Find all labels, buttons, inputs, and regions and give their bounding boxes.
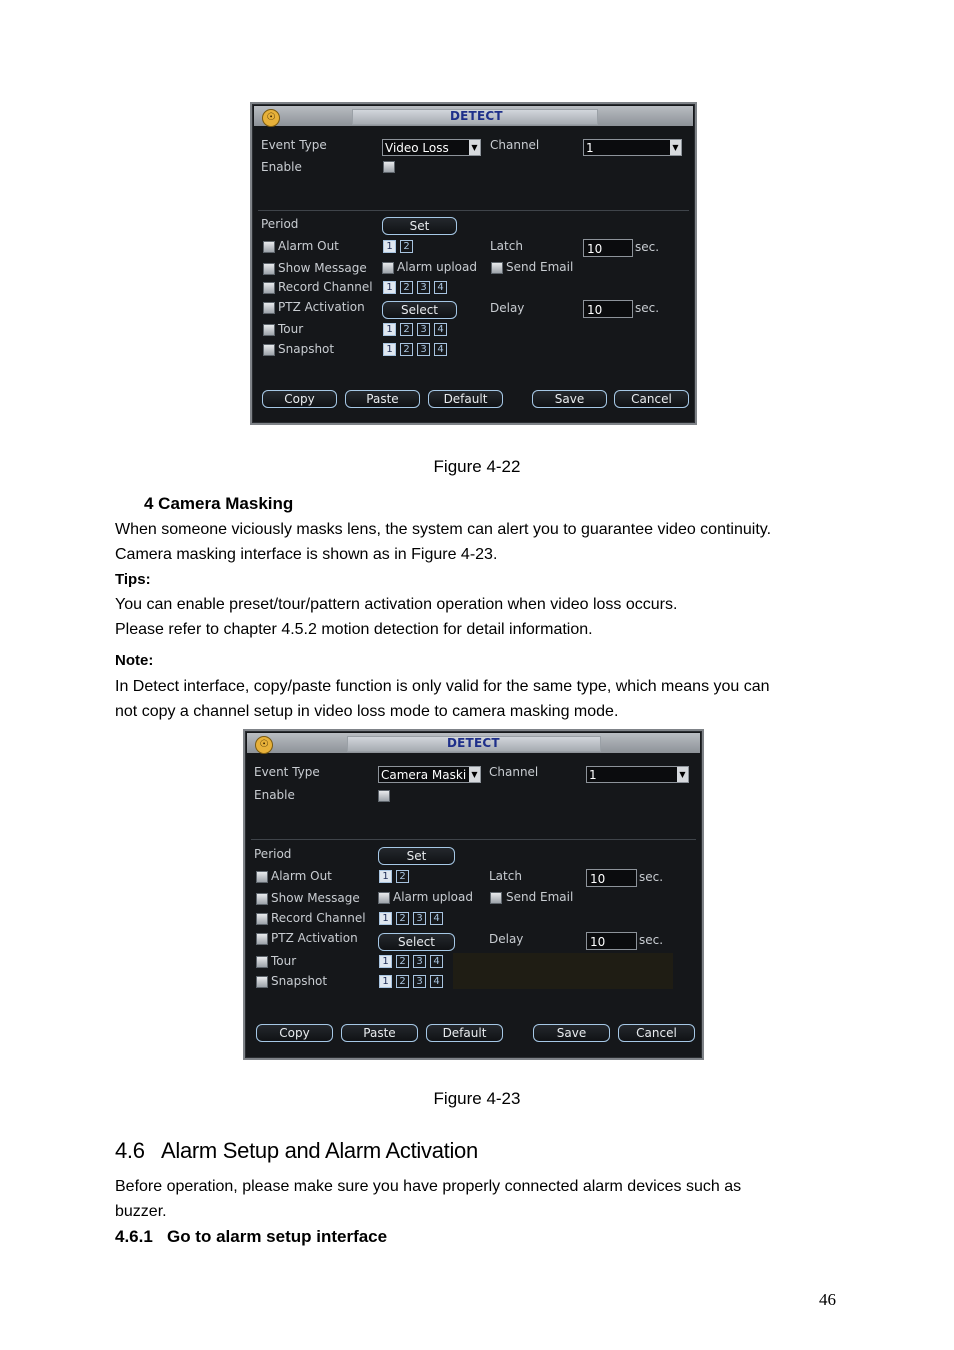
channel-value: 1	[589, 768, 597, 782]
show-message-label: Show Message	[278, 261, 367, 275]
tour-channel-1[interactable]: 1	[383, 323, 396, 336]
record-channel-2[interactable]: 2	[400, 281, 413, 294]
paragraph-line: not copy a channel setup in video loss mode to camera masking mode.	[115, 703, 619, 720]
paragraph-line: In Detect interface, copy/paste function is only valid for the same type, which means you can	[115, 678, 770, 695]
snapshot-checkbox[interactable]	[256, 976, 268, 988]
send-email-checkbox[interactable]	[490, 892, 502, 904]
record-channel-3[interactable]: 3	[413, 912, 426, 925]
detect-screen-camera-masking	[243, 729, 704, 1060]
paste-button[interactable]: Paste	[345, 390, 420, 408]
paragraph-line: buzzer.	[115, 1203, 167, 1220]
send-email-checkbox[interactable]	[491, 262, 503, 274]
snapshot-channel-1[interactable]: 1	[379, 975, 392, 988]
latch-input[interactable]: 10	[586, 869, 637, 887]
default-button[interactable]: Default	[426, 1024, 503, 1042]
figure-caption: Figure 4-23	[433, 1089, 521, 1108]
snapshot-channel-2[interactable]: 2	[400, 343, 413, 356]
period-label: Period	[261, 217, 299, 231]
record-channel-label: Record Channel	[278, 280, 373, 294]
ptz-select-button[interactable]: Select	[378, 933, 455, 951]
tour-channel-1[interactable]: 1	[379, 955, 392, 968]
event-type-label: Event Type	[254, 765, 320, 779]
delay-input[interactable]: 10	[583, 300, 633, 318]
chevron-down-icon[interactable]: ▼	[677, 767, 688, 782]
channel-select[interactable]	[583, 139, 682, 156]
paste-button[interactable]: Paste	[341, 1024, 418, 1042]
paragraph-line: Before operation, please make sure you have properly connected alarm devices such as	[115, 1178, 742, 1195]
alarm-out-channel-2[interactable]: 2	[400, 240, 413, 253]
record-channel-4[interactable]: 4	[430, 912, 443, 925]
show-message-label: Show Message	[271, 891, 360, 905]
record-channel-4[interactable]: 4	[434, 281, 447, 294]
alarm-out-channel-1[interactable]: 1	[379, 870, 392, 883]
snapshot-channel-4[interactable]: 4	[434, 343, 447, 356]
period-set-button[interactable]: Set	[382, 217, 457, 235]
title-bar	[254, 106, 693, 126]
tour-channel-3[interactable]: 3	[417, 323, 430, 336]
alarm-out-checkbox[interactable]	[256, 871, 268, 883]
snapshot-channel-3[interactable]: 3	[417, 343, 430, 356]
alarm-upload-label: Alarm upload	[393, 890, 473, 904]
paragraph-line: Please refer to chapter 4.5.2 motion detection for detail information.	[115, 621, 593, 638]
divider	[258, 210, 689, 211]
detect-logo-icon: ☉	[255, 736, 273, 754]
delay-sec-label: sec.	[635, 301, 660, 315]
page-number: 46	[819, 1290, 836, 1309]
empty-panel-area	[453, 953, 673, 989]
ptz-activation-label: PTZ Activation	[271, 931, 358, 945]
period-set-button[interactable]: Set	[378, 847, 455, 865]
enable-label: Enable	[254, 788, 295, 802]
period-label: Period	[254, 847, 292, 861]
alarm-out-label: Alarm Out	[271, 869, 332, 883]
chevron-down-icon[interactable]: ▼	[469, 140, 480, 155]
event-type-value: Camera Maski	[381, 768, 467, 782]
section-heading: 4 Camera Masking	[144, 494, 294, 513]
record-channel-1[interactable]: 1	[383, 281, 396, 294]
tour-channel-4[interactable]: 4	[430, 955, 443, 968]
tour-channel-2[interactable]: 2	[396, 955, 409, 968]
section-heading-title: Alarm Setup and Alarm Activation	[161, 1138, 478, 1163]
ptz-activation-checkbox[interactable]	[263, 302, 275, 314]
record-channel-3[interactable]: 3	[417, 281, 430, 294]
channel-select[interactable]	[586, 766, 689, 783]
ptz-activation-checkbox[interactable]	[256, 933, 268, 945]
event-type-select[interactable]	[382, 139, 481, 156]
alarm-out-channel-2[interactable]: 2	[396, 870, 409, 883]
event-type-select[interactable]	[378, 766, 481, 783]
alarm-upload-checkbox[interactable]	[378, 892, 390, 904]
latch-label: Latch	[490, 239, 523, 253]
snapshot-channel-3[interactable]: 3	[413, 975, 426, 988]
tour-channel-2[interactable]: 2	[400, 323, 413, 336]
chevron-down-icon[interactable]: ▼	[469, 767, 480, 782]
tour-label: Tour	[271, 954, 297, 968]
enable-checkbox[interactable]	[383, 161, 395, 173]
record-channel-checkbox[interactable]	[256, 913, 268, 925]
latch-label: Latch	[489, 869, 522, 883]
copy-button[interactable]: Copy	[256, 1024, 333, 1042]
save-button[interactable]: Save	[532, 390, 607, 408]
record-channel-checkbox[interactable]	[263, 282, 275, 294]
enable-checkbox[interactable]	[378, 790, 390, 802]
tour-label: Tour	[278, 322, 304, 336]
latch-sec-label: sec.	[635, 240, 660, 254]
cancel-button[interactable]: Cancel	[614, 390, 689, 408]
alarm-out-checkbox[interactable]	[263, 241, 275, 253]
snapshot-label: Snapshot	[278, 342, 335, 356]
snapshot-label: Snapshot	[271, 974, 328, 988]
snapshot-channel-1[interactable]: 1	[383, 343, 396, 356]
channel-label: Channel	[490, 138, 540, 152]
alarm-out-channel-1[interactable]: 1	[383, 240, 396, 253]
tour-channel-3[interactable]: 3	[413, 955, 426, 968]
note-label: Note:	[115, 652, 154, 669]
detect-screen-video-loss	[250, 102, 697, 425]
delay-sec-label: sec.	[639, 933, 664, 947]
record-channel-1[interactable]: 1	[379, 912, 392, 925]
chevron-down-icon[interactable]: ▼	[670, 140, 681, 155]
copy-button[interactable]: Copy	[262, 390, 337, 408]
snapshot-checkbox[interactable]	[263, 344, 275, 356]
save-button[interactable]: Save	[533, 1024, 610, 1042]
delay-label: Delay	[490, 301, 525, 315]
event-type-value: Video Loss	[385, 141, 449, 155]
alarm-upload-checkbox[interactable]	[382, 262, 394, 274]
record-channel-2[interactable]: 2	[396, 912, 409, 925]
show-message-checkbox[interactable]	[256, 893, 268, 905]
event-type-label: Event Type	[261, 138, 327, 152]
channel-value: 1	[586, 141, 594, 155]
show-message-checkbox[interactable]	[263, 263, 275, 275]
title-bar	[247, 733, 700, 753]
tour-channel-4[interactable]: 4	[434, 323, 447, 336]
window-title: DETECT	[447, 736, 500, 750]
default-button[interactable]: Default	[428, 390, 503, 408]
tour-checkbox[interactable]	[263, 324, 275, 336]
delay-label: Delay	[489, 932, 524, 946]
paragraph-line: You can enable preset/tour/pattern activation operation when video loss occurs.	[115, 596, 678, 613]
send-email-label: Send Email	[506, 260, 574, 274]
window-title: DETECT	[450, 109, 503, 123]
snapshot-channel-4[interactable]: 4	[430, 975, 443, 988]
cancel-button[interactable]: Cancel	[618, 1024, 695, 1042]
snapshot-channel-2[interactable]: 2	[396, 975, 409, 988]
paragraph-line: When someone viciously masks lens, the system can alert you to guarantee video continuity.	[115, 521, 772, 538]
alarm-out-label: Alarm Out	[278, 239, 339, 253]
paragraph-line: Camera masking interface is shown as in Figure 4-23.	[115, 546, 498, 563]
ptz-select-button[interactable]: Select	[382, 301, 457, 319]
section-heading-number: 4.6	[115, 1138, 145, 1163]
record-channel-label: Record Channel	[271, 911, 366, 925]
divider	[251, 839, 696, 840]
figure-caption: Figure 4-22	[433, 457, 521, 476]
enable-label: Enable	[261, 160, 302, 174]
alarm-upload-label: Alarm upload	[397, 260, 477, 274]
detect-logo-icon: ☉	[262, 109, 280, 127]
ptz-activation-label: PTZ Activation	[278, 300, 365, 314]
tour-checkbox[interactable]	[256, 956, 268, 968]
delay-input[interactable]: 10	[586, 932, 637, 950]
latch-input[interactable]: 10	[583, 239, 633, 257]
send-email-label: Send Email	[506, 890, 574, 904]
channel-label: Channel	[489, 765, 539, 779]
subsection-heading: 4.6.1 Go to alarm setup interface	[115, 1227, 388, 1246]
latch-sec-label: sec.	[639, 870, 664, 884]
tips-label: Tips:	[115, 571, 151, 588]
